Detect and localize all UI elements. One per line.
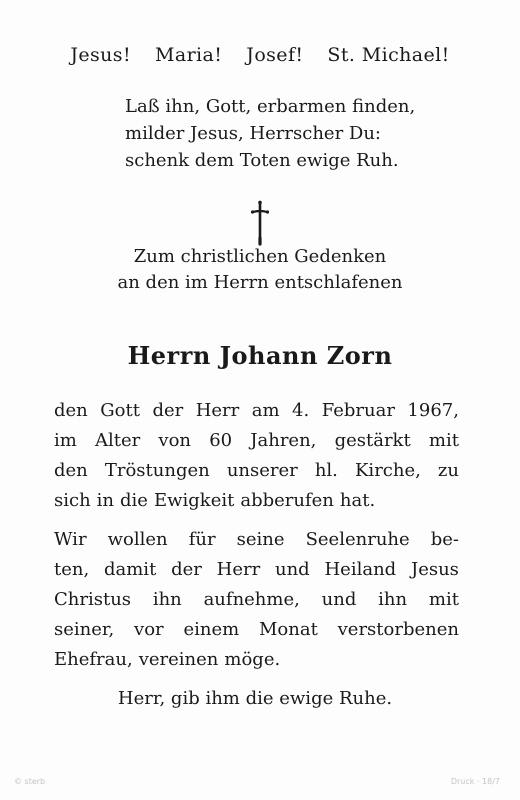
word: Jesus	[410, 559, 459, 580]
word: aufnehme,	[203, 589, 300, 610]
word: hat.	[339, 490, 376, 511]
word: Seelenruhe	[305, 529, 410, 550]
paragraph-line	[54, 486, 459, 516]
word: 60	[209, 430, 233, 451]
paragraph-line	[54, 456, 459, 486]
word: 1967,	[407, 400, 459, 421]
word: ihn	[378, 589, 408, 610]
word: möge.	[224, 649, 281, 670]
word: verstorbenen	[337, 619, 459, 640]
word: zu	[437, 460, 459, 481]
paragraph-line	[54, 585, 459, 615]
paragraph-line	[54, 555, 459, 585]
word: Ehefrau,	[54, 649, 133, 670]
intro-line: an den im Herrn entschlafenen	[117, 272, 403, 293]
paragraph-prayer-request	[54, 525, 459, 675]
word: Ewigkeit	[153, 490, 235, 511]
word: abberufen	[240, 490, 334, 511]
word: seiner,	[54, 619, 115, 640]
word: der	[171, 559, 202, 580]
closing-prayer: Herr, gib ihm die ewige Ruhe.	[117, 688, 393, 709]
word: einem	[183, 619, 240, 640]
word: und	[274, 559, 310, 580]
word: Heiland	[324, 559, 397, 580]
word: Monat	[259, 619, 318, 640]
word: für	[188, 529, 216, 550]
word: wollen	[107, 529, 168, 550]
word: im	[54, 430, 77, 451]
word: den	[54, 460, 88, 481]
word: Wir	[54, 529, 87, 550]
deceased-name: Herrn Johann Zorn	[127, 341, 393, 370]
word: Jahren,	[250, 430, 317, 451]
intro-text	[0, 244, 520, 296]
invocation-line	[0, 44, 520, 66]
word: Christus	[54, 589, 132, 610]
word: be-	[430, 529, 459, 550]
word: Alter	[95, 430, 141, 451]
invocation-word: Josef!	[246, 44, 304, 66]
invocation-word: Maria!	[154, 44, 223, 66]
word: ten,	[54, 559, 90, 580]
word: mit	[428, 430, 459, 451]
invocation-word: Jesus!	[70, 44, 131, 66]
intro-line: Zum christlichen Gedenken	[133, 246, 387, 267]
word: die	[120, 490, 148, 511]
word: ihn	[152, 589, 182, 610]
word: in	[96, 490, 115, 511]
prayer-verse	[125, 93, 455, 174]
word: hl.	[314, 460, 338, 481]
word: Herr	[195, 400, 240, 421]
word: und	[321, 589, 357, 610]
word: den	[54, 400, 88, 421]
word: Kirche,	[354, 460, 421, 481]
word: gestärkt	[334, 430, 411, 451]
word: 4.	[292, 400, 310, 421]
word: der	[152, 400, 184, 421]
paragraph-line	[54, 426, 459, 456]
word: unserer	[226, 460, 298, 481]
prayer-line: Laß ihn, Gott, erbarmen finden,	[125, 96, 416, 117]
word: damit	[103, 559, 157, 580]
word: seine	[236, 529, 285, 550]
word: sich	[54, 490, 91, 511]
footer-imprint-right: Druck · 18/7	[450, 777, 500, 786]
word: Februar	[321, 400, 395, 421]
paragraph-line	[54, 396, 459, 426]
word: vereinen	[138, 649, 219, 670]
paragraph-line	[54, 645, 459, 675]
paragraph-line	[54, 525, 459, 555]
word: Herr	[216, 559, 261, 580]
prayer-line: milder Jesus, Herrscher Du:	[125, 123, 381, 144]
word: vor	[134, 619, 164, 640]
prayer-line: schenk dem Toten ewige Ruh.	[125, 150, 399, 171]
word: am	[251, 400, 280, 421]
cross-icon	[248, 200, 272, 246]
word: mit	[428, 589, 459, 610]
paragraph-death-notice	[54, 396, 459, 516]
word: Tröstungen	[104, 460, 210, 481]
invocation-word: St. Michael!	[327, 44, 450, 66]
footer-imprint-left: © sterb	[14, 777, 46, 786]
word: Gott	[100, 400, 140, 421]
paragraph-line	[54, 615, 459, 645]
word: von	[158, 430, 192, 451]
